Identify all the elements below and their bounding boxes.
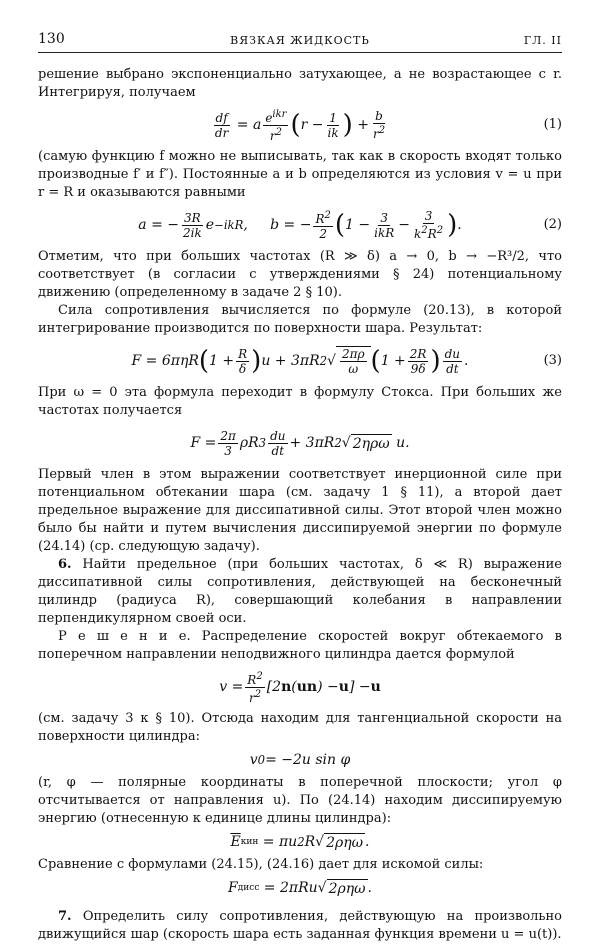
solution-text: Распределение скоростей вокруг обтекаемого в поперечном направлении неподвижного цилиндра дается формулой (38, 629, 562, 662)
equation-dissipated-energy: $\overline{E}$ кин = πu 2 R√ 2ρηω . (230, 834, 370, 851)
equation-number: (3) (543, 353, 562, 368)
page-body (38, 66, 562, 944)
paragraph: решение выбрано экспоненциально затухающее, а не возрастающее с r. Интегрируя, получаем (38, 67, 562, 100)
header-rule (38, 52, 562, 53)
equation-cylinder-velocity: v = $\frac{R^2}{r^2}$ [2 n ( un ) − u ] − u (219, 670, 381, 705)
problem-text: Определить силу сопротивления, действующую на произвольно движущийся шар (скорость шара есть заданная функция времени u = u(t)). (38, 909, 562, 942)
page-number: 130 (38, 31, 65, 47)
equation-3: F = 6πηR ( 1 + $\frac{R}{\delta}$ ) u + 3πR 2 √ $\frac{2\pi\rho}{\omega}$ ( 1 + $\frac{2R}{9\delta}$ ) $\frac{du}{dt}$ . (3) (131, 346, 562, 376)
paragraph: (см. задачу 3 к § 10). Отсюда находим для тангенциальной скорости на поверхности цилиндра: (38, 711, 562, 744)
problem-7 (38, 908, 562, 944)
equation-number: (2) (543, 217, 562, 232)
solution-paragraph (38, 628, 562, 664)
problem-number: 7. (58, 909, 72, 924)
running-title: ВЯЗКАЯ ЖИДКОСТЬ (230, 34, 370, 47)
problem-6 (38, 556, 562, 628)
solution-label: Р е ш е н и е. (58, 629, 191, 644)
equation-2: a = − $\frac{3R}{2ik}$ e −ikR , b = − $\frac{R^2}{2}$ ( 1 − $\frac{3}{\text{ikR}}$ − $\frac{3}{k^2R^2}$ ) . (2) (138, 209, 562, 241)
problem-text: Найти предельное (при больших частотах, δ ≪ R) выражение диссипативной силы сопротивления, действующей на бесконечный цилиндр (радиуса R), совершающий колебания в направлении перпендикулярном своей оси. (38, 557, 562, 626)
equation-dissipative-force: F дисс = 2πRu√ 2ρηω . (228, 880, 372, 897)
equation-number: (1) (543, 117, 562, 132)
chapter-label: ГЛ. II (523, 34, 562, 47)
paragraph: Сравнение с формулами (24.15), (24.16) дает для искомой силы: (38, 857, 484, 872)
paragraph: Первый член в этом выражении соответствует инерционной силе при потенциальном обтекании шара (см. задачу 1 § 11), а второй дает предельное выражение для диссипативной силы. Этот второй член можно было бы найти и путем вычисления диссипируемой энергии по формуле (24.14) (ср. следующую задачу). (38, 467, 562, 554)
equation-tangential-velocity: v 0 = −2u sin φ (249, 752, 351, 768)
equation-high-frequency: F = $\frac{2\pi}{3}$ ρR 3 $\frac{du}{dt}$ + 3πR 2 √ 2ηρω u. (190, 428, 410, 458)
paragraph: Сила сопротивления вычисляется по формуле (20.13), в которой интегрирование производится по поверхности шара. Результат: (38, 303, 562, 336)
paragraph: Отметим, что при больших частотах (R ≫ δ) a → 0, b → −R³/2, что соответствует (в согласии с утверждениями § 24) потенциальному движению (определенному в задаче 2 § 10). (38, 249, 562, 300)
problem-number: 6. (58, 557, 72, 572)
paragraph: При ω = 0 эта формула переходит в формулу Стокса. При больших же частотах получается (38, 385, 562, 418)
page-header (38, 30, 562, 50)
paragraph: (r, φ — полярные координаты в поперечной плоскости; угол φ отсчитывается от направления u). По (24.14) находим диссипируемую энергию (отнесенную к единице длины цилиндра): (38, 775, 562, 826)
paragraph: (самую функцию f можно не выписывать, так как в скорость входят только производные f′ и f″). Постоянные a и b определяются из условия v = u при r = R и оказываются равными (38, 149, 562, 200)
equation-1: $\frac{df}{dr}$ = a $\frac{e^{ikr}}{r^2}$ ( r − $\frac{1}{ik}$ ) + $\frac{b}{r^2}$ (1) (214, 108, 562, 143)
